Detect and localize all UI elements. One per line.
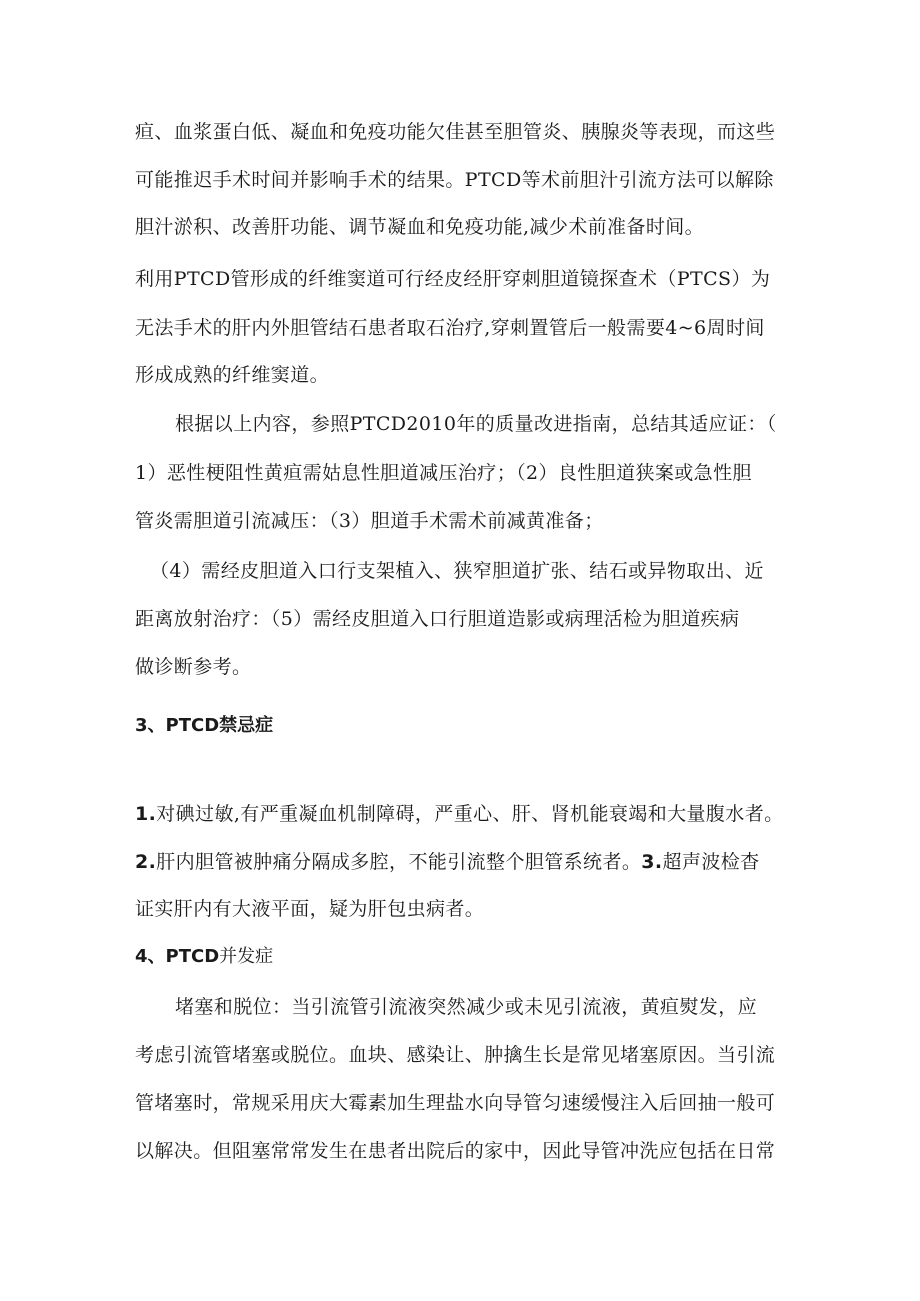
text-line: 根据以上内容，参照PTCD2010年的质量改进指南，总结其适应证：（ <box>175 413 777 435</box>
heading-text: 并发症 <box>219 946 274 967</box>
text-line: 形成成熟的纤维窦道。 <box>135 364 330 386</box>
list-number: 3. <box>641 851 663 873</box>
list-item <box>135 801 790 827</box>
text-line: 堵塞和脱位：当引流管引流液突然减少或未见引流液，黄疸熨发，应 <box>175 996 758 1018</box>
text-line: 利用PTCD管形成的纤维窦道可行经皮经肝穿刺胆道镜探查术（PTCS）为 <box>135 268 771 290</box>
text-line: 管炎需胆道引流减压：（3）胆道手术需术前减黄准备； <box>135 510 604 532</box>
text-line: 胆汁淤积、改善肝功能、调节凝血和免疫功能,减少术前准备时间。 <box>135 216 705 238</box>
heading-bold-text: PTCD <box>165 946 220 967</box>
list-item <box>135 849 790 875</box>
heading-text: PTCD禁忌症 <box>165 715 274 736</box>
list-number: 1. <box>135 803 157 825</box>
text-line: 距离放射治疗：（5）需经皮胆道入口行胆道造影或病理活检为胆道疾病 <box>135 608 740 630</box>
text-line: 以解决。但阻塞常常发生在患者出院后的家中，因此导管冲洗应包括在日常 <box>135 1140 776 1162</box>
text-line: 1）恶性梗阻性黄疸需姑息性胆道减压治疗；（2）良性胆道狭案或急性胆 <box>135 462 752 484</box>
text-line: （4）需经皮胆道入口行支架植入、狭窄胆道扩张、结石或异物取出、近 <box>150 560 764 582</box>
section-heading-contraindications <box>135 713 273 739</box>
heading-number: 4、 <box>135 946 166 967</box>
text-line: 做诊断参考。 <box>135 656 252 678</box>
list-text: 肝内胆管被肿痛分隔成多腔，不能引流整个胆管系统者。 <box>156 851 642 873</box>
text-line: 考虑引流管堵塞或脱位。血块、感染让、肿擒生长是常见堵塞原因。当引流 <box>135 1044 776 1066</box>
heading-number: 3、 <box>135 715 166 736</box>
list-text: 超声波检杳 <box>662 851 760 873</box>
text-line: 疸、血浆蛋白低、凝血和免疫功能欠佳甚至胆管炎、胰腺炎等表现，而这些 <box>135 121 776 143</box>
text-line: 无法手术的肝内外胆管结石患者取石治疗,穿刺置管后一般需要4~6周时间 <box>135 317 765 339</box>
text-line: 管堵塞时，常规采用庆大霉素加生理盐水向导管匀速缓慢注入后回抽一般可 <box>135 1092 776 1114</box>
text-line: 可能推迟手术时间并影响手术的结果。PTCD等术前胆汁引流方法可以解除 <box>135 169 774 191</box>
section-heading-complications <box>135 944 273 970</box>
text-line: 证实肝内有大液平面，疑为肝包虫病者。 <box>135 898 485 920</box>
list-text: 对碘过敏,有严重凝血机制障碍，严重心、肝、肾机能衰竭和大量腹水者。 <box>156 803 784 825</box>
list-number: 2. <box>135 851 157 873</box>
